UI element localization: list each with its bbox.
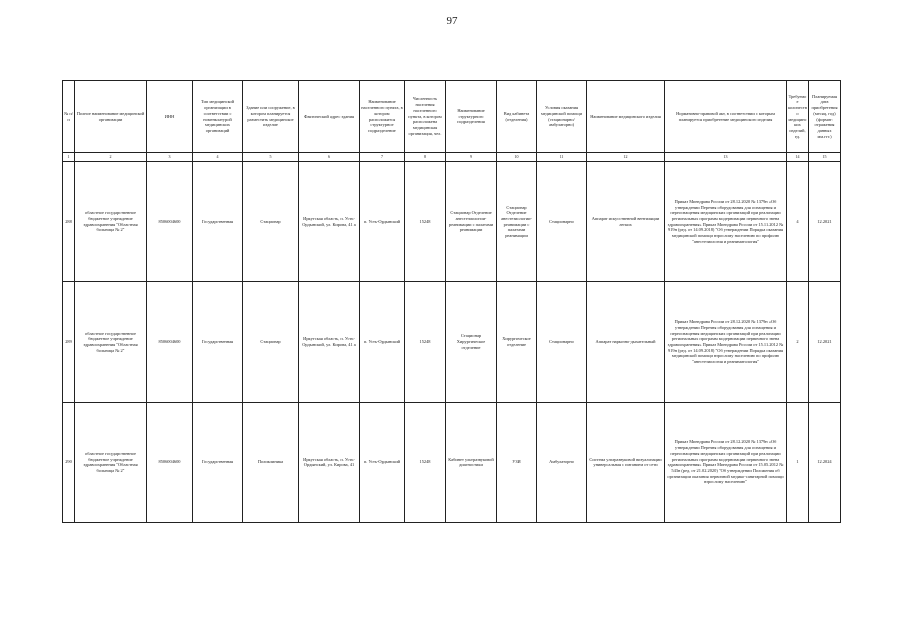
address: Иркутская область, п. Усть-Ордынский, ул. Кирова, 41 а bbox=[299, 282, 360, 402]
column-number: 14 bbox=[787, 153, 809, 162]
equipment-table bbox=[62, 80, 841, 523]
care-conditions: Стационарно bbox=[537, 282, 587, 402]
address: Иркутская область, п. Усть-Ордынский, ул. Кирова, 41 а bbox=[299, 162, 360, 282]
medical-device: Система ультразвуковой визуализации универсальная с питанием от сети bbox=[587, 402, 665, 522]
planned-date: 12.2024 bbox=[809, 402, 841, 522]
organization-type: Государственная bbox=[193, 402, 243, 522]
organization-name: областное государственное бюджетное учреждение здравоохранения "Областная больница № 2" bbox=[75, 162, 147, 282]
column-header: Наименование структурного подразделения bbox=[446, 81, 497, 153]
building: Стационар bbox=[243, 282, 299, 402]
inn: 8506004600 bbox=[147, 282, 193, 402]
column-header: № п/п bbox=[63, 81, 75, 153]
column-header: Условия оказания медицинской помощи (стационарно/амбулаторно) bbox=[537, 81, 587, 153]
structural-unit: Стационар Хирургическое отделение bbox=[446, 282, 497, 402]
column-header: Наименование медицинского изделия bbox=[587, 81, 665, 153]
column-number: 12 bbox=[587, 153, 665, 162]
column-number: 10 bbox=[497, 153, 537, 162]
column-number: 13 bbox=[665, 153, 787, 162]
column-header: Полное наименование медицинской организации bbox=[75, 81, 147, 153]
inn: 8506004600 bbox=[147, 402, 193, 522]
row-number: 288 bbox=[63, 162, 75, 282]
structural-unit: Стационар Отделение анестезиологии-реанимации с палатами реанимации bbox=[446, 162, 497, 282]
column-header: Требуемое количество медицинских изделий, ед. bbox=[787, 81, 809, 153]
column-header: Тип медицинской организации в соответствии с номенклатурой медицинских организаций bbox=[193, 81, 243, 153]
page-number: 97 bbox=[446, 15, 458, 27]
table-row bbox=[63, 402, 841, 522]
column-number: 3 bbox=[147, 153, 193, 162]
population: 15248 bbox=[405, 282, 446, 402]
column-header: Численность населения населенного пункта, в котором расположена медицинская организация, чел. bbox=[405, 81, 446, 153]
care-conditions: Амбулаторно bbox=[537, 402, 587, 522]
population: 15248 bbox=[405, 162, 446, 282]
header-row bbox=[63, 81, 841, 153]
inn: 8506004600 bbox=[147, 162, 193, 282]
building: Стационар bbox=[243, 162, 299, 282]
planned-date: 12.2021 bbox=[809, 162, 841, 282]
column-header: ИНН bbox=[147, 81, 193, 153]
column-number: 2 bbox=[75, 153, 147, 162]
column-number: 7 bbox=[360, 153, 405, 162]
column-number: 8 bbox=[405, 153, 446, 162]
regulatory-act: Приказ Минздрава России от 28.12.2020 № 1379н «Об утверждении Перечня оборудования для оснащения и переоснащения медицинских организаций при реализации региональных программ модернизации первичного звена здравоохранения» Приказ Минздрава России от 15.11.2012 № 919н (ред. от 14.09.2018) "Об утверждении Порядка оказания медицинской помощи взрослому населению по профилю "анестезиология и реаниматология" bbox=[665, 282, 787, 402]
quantity: 2 bbox=[787, 282, 809, 402]
organization-name: областное государственное бюджетное учреждение здравоохранения "Областная больница № 2" bbox=[75, 282, 147, 402]
column-header: Фактический адрес здания bbox=[299, 81, 360, 153]
column-header: Наименование населенного пункта, в котором расположится структурное подразделение bbox=[360, 81, 405, 153]
care-conditions: Стационарно bbox=[537, 162, 587, 282]
organization-type: Государственная bbox=[193, 162, 243, 282]
medical-device: Аппарат наркозно-дыхательный bbox=[587, 282, 665, 402]
table-row bbox=[63, 162, 841, 282]
building: Поликлиника bbox=[243, 402, 299, 522]
medical-device: Аппарат искусственной вентиляции легких bbox=[587, 162, 665, 282]
column-number: 9 bbox=[446, 153, 497, 162]
column-header: Нормативно-правовой акт, в соответствии с которым планируется приобретение медицинского изделия bbox=[665, 81, 787, 153]
settlement: п. Усть-Ордынский bbox=[360, 402, 405, 522]
settlement: п. Усть-Ордынский bbox=[360, 282, 405, 402]
cabinet-type: Стационар Отделение анестезиологии-реанимации с палатами реанимации bbox=[497, 162, 537, 282]
column-number: 15 bbox=[809, 153, 841, 162]
column-number-row bbox=[63, 153, 841, 162]
settlement: п. Усть-Ордынский bbox=[360, 162, 405, 282]
structural-unit: Кабинет ультразвуковой диагностики bbox=[446, 402, 497, 522]
row-number: 289 bbox=[63, 282, 75, 402]
population: 15248 bbox=[405, 402, 446, 522]
quantity: 4 bbox=[787, 162, 809, 282]
column-number: 1 bbox=[63, 153, 75, 162]
column-number: 11 bbox=[537, 153, 587, 162]
column-number: 6 bbox=[299, 153, 360, 162]
planned-date: 12.2021 bbox=[809, 282, 841, 402]
row-number: 290 bbox=[63, 402, 75, 522]
column-number: 5 bbox=[243, 153, 299, 162]
column-header: Здание или сооружение, в котором планируется разместить медицинское изделие bbox=[243, 81, 299, 153]
quantity: 1 bbox=[787, 402, 809, 522]
regulatory-act: Приказ Минздрава России от 28.12.2020 № 1379н «Об утверждении Перечня оборудования для оснащения и переоснащения медицинских организаций при реализации региональных программ модернизации первичного звена здравоохранения» Приказ Минздрава России от 15.05.2012 № 543н (ред. от 21.02.2020) "Об утверждении Положения об организации оказания первичной медико-санитарной помощи взрослому населению" bbox=[665, 402, 787, 522]
regulatory-act: Приказ Минздрава России от 28.12.2020 № 1379н «Об утверждении Перечня оборудования для оснащения и переоснащения медицинских организаций при реализации региональных программ модернизации первичного звена здравоохранения» Приказ Минздрава России от 15.11.2012 № 919н (ред. от 14.09.2018) "Об утверждении Порядка оказания медицинской помощи взрослому населению по профилю "анестезиология и реаниматология" bbox=[665, 162, 787, 282]
column-header: Планируемая дата приобретения (месяц, год) (формат: отражения данных мм.ггг.) bbox=[809, 81, 841, 153]
address: Иркутская область, п. Усть-Ордынский, ул. Кирова, 41 bbox=[299, 402, 360, 522]
column-number: 4 bbox=[193, 153, 243, 162]
column-header: Вид кабинета (отделения) bbox=[497, 81, 537, 153]
cabinet-type: Хирургическое отделение bbox=[497, 282, 537, 402]
organization-type: Государственная bbox=[193, 282, 243, 402]
table-row bbox=[63, 282, 841, 402]
organization-name: областное государственное бюджетное учреждение здравоохранения "Областная больница № 2" bbox=[75, 402, 147, 522]
cabinet-type: УЗИ bbox=[497, 402, 537, 522]
